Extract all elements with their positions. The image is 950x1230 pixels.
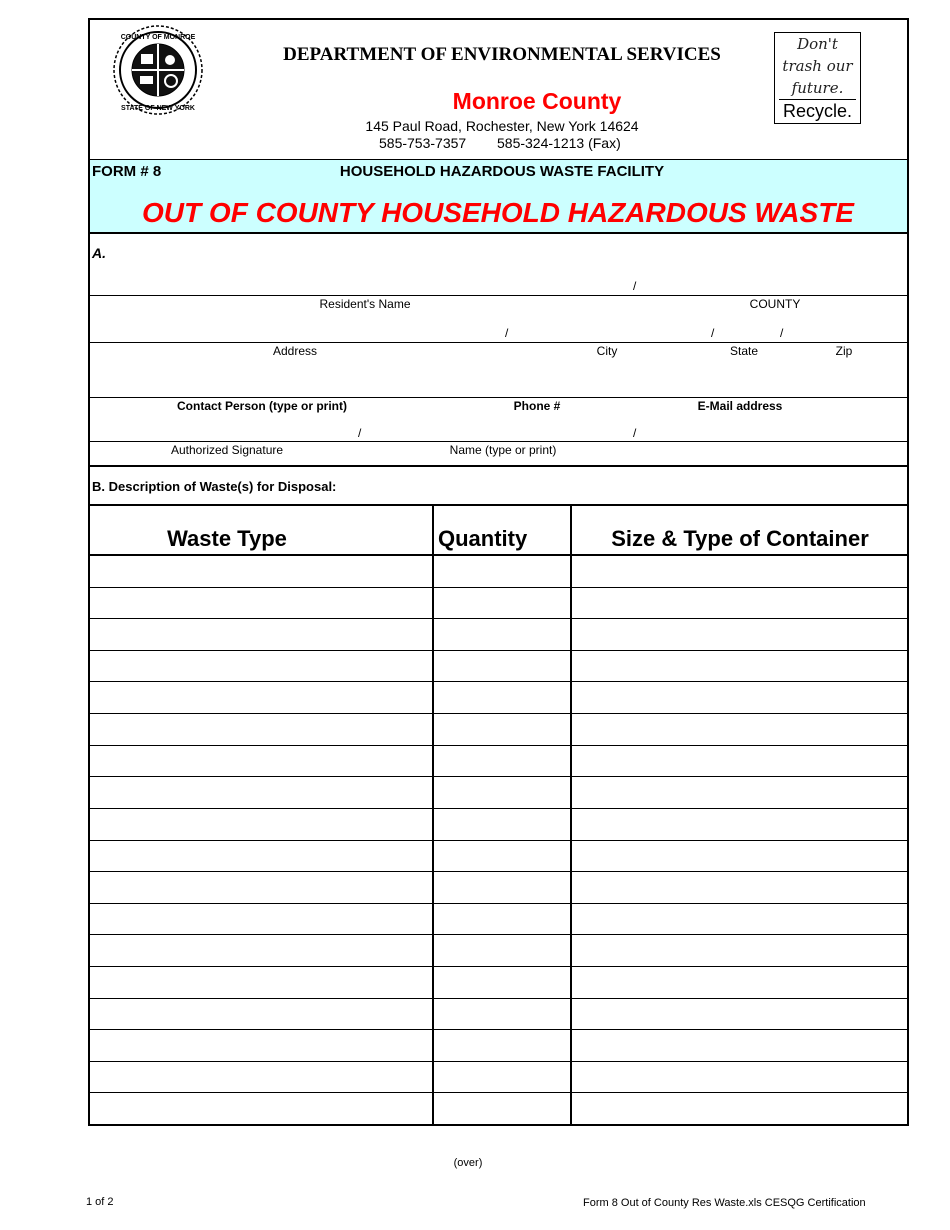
facility-address: 145 Paul Road, Rochester, New York 14624 [365, 118, 639, 134]
quantity-cell[interactable] [434, 650, 570, 681]
county-label: COUNTY [749, 297, 801, 311]
waste-type-cell[interactable] [90, 903, 432, 934]
slash-separator: / [711, 326, 715, 340]
quantity-cell[interactable] [434, 808, 570, 839]
section-b-label: B. Description of Waste(s) for Disposal: [92, 479, 337, 494]
email-label: E-Mail address [697, 399, 783, 413]
quantity-cell[interactable] [434, 587, 570, 618]
quantity-cell[interactable] [434, 871, 570, 902]
waste-type-cell[interactable] [90, 650, 432, 681]
signature-line[interactable] [89, 441, 908, 442]
container-cell[interactable] [572, 555, 907, 586]
banner-bottom-rule [89, 232, 908, 234]
resident-name-line[interactable] [89, 295, 908, 296]
facility-phone: 585-753-7357 [379, 135, 467, 151]
recycle-badge [774, 32, 861, 124]
waste-type-cell[interactable] [90, 1092, 432, 1123]
quantity-cell[interactable] [434, 1092, 570, 1123]
container-cell[interactable] [572, 903, 907, 934]
waste-type-cell[interactable] [90, 966, 432, 997]
container-cell[interactable] [572, 998, 907, 1029]
container-cell[interactable] [572, 587, 907, 618]
city-label: City [596, 344, 618, 358]
quantity-cell[interactable] [434, 713, 570, 744]
seal-text-top: COUNTY OF MONROE [120, 34, 196, 41]
contact-line[interactable] [89, 397, 908, 398]
slash-separator: / [358, 426, 362, 440]
slash-separator: / [780, 326, 784, 340]
waste-type-cell[interactable] [90, 555, 432, 586]
container-cell[interactable] [572, 1061, 907, 1092]
quantity-cell[interactable] [434, 618, 570, 649]
waste-type-cell[interactable] [90, 840, 432, 871]
form-title: OUT OF COUNTY HOUSEHOLD HAZARDOUS WASTE [142, 197, 854, 228]
waste-type-cell[interactable] [90, 713, 432, 744]
waste-type-cell[interactable] [90, 871, 432, 902]
slash-separator: / [633, 279, 637, 293]
quantity-cell[interactable] [434, 555, 570, 586]
address-label: Address [272, 344, 318, 358]
waste-type-header: Waste Type [167, 526, 287, 551]
seal-text-bottom: STATE OF NEW YORK [121, 105, 195, 112]
waste-type-cell[interactable] [90, 998, 432, 1029]
quantity-cell[interactable] [434, 966, 570, 997]
authorized-signature-label: Authorized Signature [170, 443, 284, 457]
quantity-cell[interactable] [434, 745, 570, 776]
waste-type-cell[interactable] [90, 808, 432, 839]
container-cell[interactable] [572, 1092, 907, 1123]
section-a-bottom-rule [89, 465, 908, 467]
container-cell[interactable] [572, 934, 907, 965]
waste-type-cell[interactable] [90, 934, 432, 965]
container-header: Size & Type of Container [611, 526, 869, 551]
container-cell[interactable] [572, 681, 907, 712]
container-cell[interactable] [572, 840, 907, 871]
contact-person-label: Contact Person (type or print) [176, 399, 348, 413]
resident-name-label: Resident's Name [319, 297, 411, 311]
slash-separator: / [633, 426, 637, 440]
waste-type-cell[interactable] [90, 618, 432, 649]
badge-line-1: Don't [797, 35, 838, 53]
waste-type-cell[interactable] [90, 776, 432, 807]
over-note: (over) [453, 1157, 483, 1169]
badge-line-4: Recycle. [779, 99, 856, 122]
quantity-cell[interactable] [434, 1029, 570, 1060]
waste-type-cell[interactable] [90, 587, 432, 618]
container-cell[interactable] [572, 1029, 907, 1060]
badge-line-3: future. [791, 79, 844, 97]
container-cell[interactable] [572, 745, 907, 776]
container-cell[interactable] [572, 808, 907, 839]
quantity-cell[interactable] [434, 1061, 570, 1092]
form-number: FORM # 8 [92, 163, 162, 180]
phone-label: Phone # [513, 399, 561, 413]
waste-type-cell[interactable] [90, 1061, 432, 1092]
quantity-cell[interactable] [434, 776, 570, 807]
quantity-cell[interactable] [434, 998, 570, 1029]
waste-type-cell[interactable] [90, 745, 432, 776]
container-cell[interactable] [572, 713, 907, 744]
container-cell[interactable] [572, 776, 907, 807]
waste-type-cell[interactable] [90, 1029, 432, 1060]
address-line[interactable] [89, 342, 908, 343]
file-info: Form 8 Out of County Res Waste.xls CESQG Certification [583, 1197, 866, 1209]
department-title: DEPARTMENT OF ENVIRONMENTAL SERVICES [283, 44, 721, 65]
container-cell[interactable] [572, 871, 907, 902]
slash-separator: / [505, 326, 509, 340]
container-cell[interactable] [572, 966, 907, 997]
quantity-cell[interactable] [434, 840, 570, 871]
zip-label: Zip [835, 344, 853, 358]
facility-fax: 585-324-1213 (Fax) [497, 135, 621, 151]
quantity-header: Quantity [438, 526, 528, 551]
section-a-label: A. [92, 245, 106, 261]
quantity-cell[interactable] [434, 681, 570, 712]
name-print-label: Name (type or print) [449, 443, 557, 457]
county-name: Monroe County [452, 88, 622, 114]
table-top-rule [89, 504, 908, 506]
state-label: State [729, 344, 759, 358]
county-seal-icon [110, 24, 206, 116]
container-cell[interactable] [572, 618, 907, 649]
waste-type-cell[interactable] [90, 681, 432, 712]
page-number: 1 of 2 [86, 1196, 114, 1208]
quantity-cell[interactable] [434, 903, 570, 934]
facility-name: HOUSEHOLD HAZARDOUS WASTE FACILITY [339, 163, 665, 180]
container-cell[interactable] [572, 650, 907, 681]
badge-line-2: trash our [782, 57, 853, 75]
quantity-cell[interactable] [434, 934, 570, 965]
